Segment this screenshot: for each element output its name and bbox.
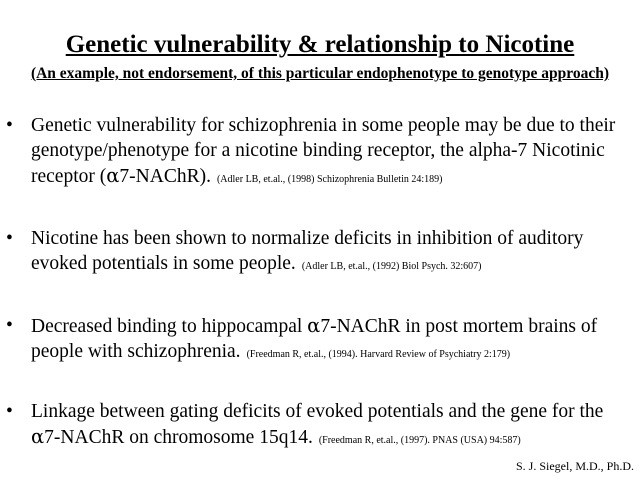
- bullet-text: Nicotine has been shown to normalize deficits in inhibition of auditory evoked potentials in some people. (Adler LB, et.al., (1992) Biol Psych. 32:607): [31, 228, 584, 274]
- alpha-symbol: α: [106, 164, 120, 187]
- bullet-icon: •: [6, 315, 13, 336]
- bullet-item: [6, 313, 632, 367]
- citation: (Adler LB, et.al., (1998) Schizophrenia Bulletin 24:189): [216, 174, 443, 185]
- bullet-text: Decreased binding to hippocampal α7-NAChR in post mortem brains of people with schizophrenia. (Freedman R, et.al., (1994). Harvard Review of Psychiatry 2:179): [31, 314, 598, 362]
- slide-subtitle: (An example, not endorsement, of this particular endophenotype to genotype approach): [30, 65, 610, 82]
- bullet-icon: •: [6, 401, 13, 422]
- slide-title: Genetic vulnerability & relationship to Nicotine: [65, 31, 575, 58]
- citation: (Freedman R, et.al., (1994). Harvard Review of Psychiatry 2:179): [246, 349, 511, 360]
- author-signature: S. J. Siegel, M.D., Ph.D.: [515, 459, 634, 473]
- citation: (Freedman R, et.al., (1997). PNAS (USA) 94:587): [318, 435, 521, 446]
- bullet-icon: •: [6, 115, 13, 136]
- bullet-item: [6, 113, 632, 192]
- citation: (Adler LB, et.al., (1992) Biol Psych. 32:607): [301, 261, 482, 272]
- bullet-item: [6, 399, 632, 453]
- bullet-icon: •: [6, 228, 13, 249]
- alpha-symbol: α: [307, 314, 321, 337]
- bullet-text: Genetic vulnerability for schizophrenia in some people may be due to their genotype/phenotype for a nicotine binding receptor, the alpha-7 Nicotinic receptor (α7-NAChR). (Adler LB, et.al., (1998) Schizophrenia Bulletin 24:189): [31, 115, 616, 187]
- alpha-symbol: α: [31, 425, 45, 448]
- bullet-item: [6, 226, 632, 279]
- bullet-text: Linkage between gating deficits of evoked potentials and the gene for the α7-NAChR on chromosome 15q14. (Freedman R, et.al., (1997). PNAS (USA) 94:587): [31, 401, 604, 448]
